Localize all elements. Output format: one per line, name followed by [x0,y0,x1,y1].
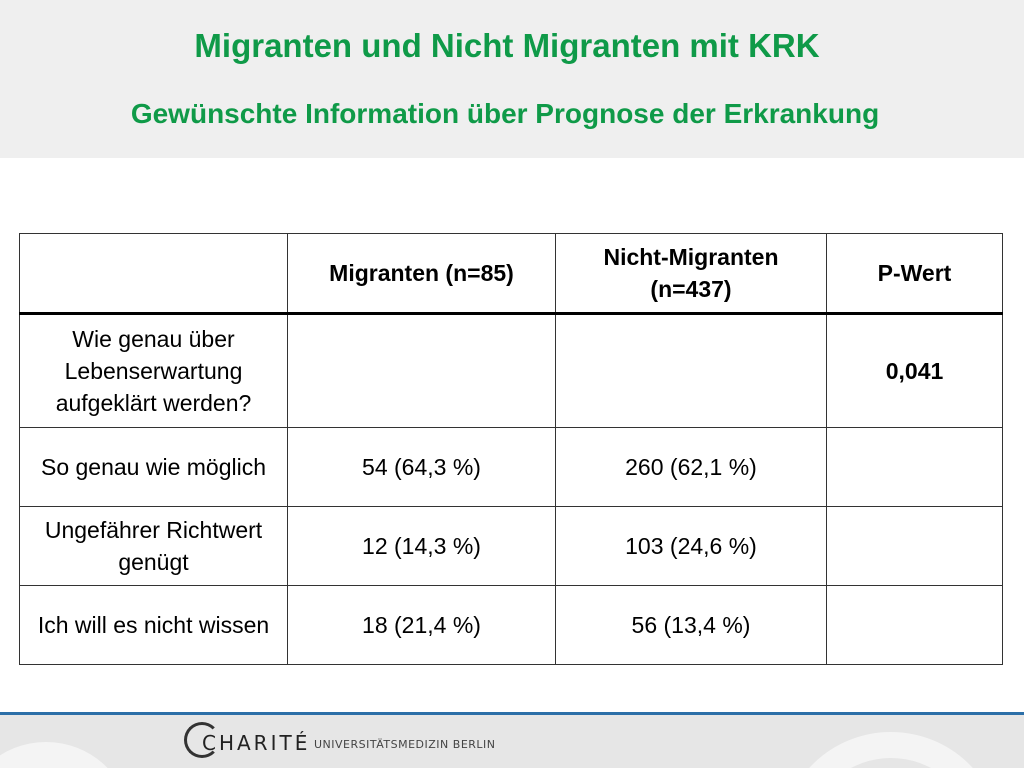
footer-band [0,712,1024,768]
header-band [0,0,1024,158]
page-title: Migranten und Nicht Migranten mit KRK [194,27,820,64]
logo-name: CHARITÉ [202,731,311,755]
footer-accent-line [0,712,1024,715]
table-row [20,586,1003,665]
header-nicht-migranten: Nicht-Migranten (n=437) [556,234,827,314]
header-p-wert: P-Wert [827,234,1003,314]
cell-nicht-migranten [556,314,827,428]
cell-nicht-migranten: 260 (62,1 %) [556,428,827,507]
cell-p-wert: 0,041 [827,314,1003,428]
cell-nicht-migranten: 103 (24,6 %) [556,507,827,586]
decorative-circle [0,742,132,768]
table-header-row [20,234,1003,314]
logo-subtitle: UNIVERSITÄTSMEDIZIN BERLIN [314,738,496,751]
cell-nicht-migranten: 56 (13,4 %) [556,586,827,665]
cell-migranten: 18 (21,4 %) [288,586,556,665]
cell-migranten: 12 (14,3 %) [288,507,556,586]
cell-migranten: 54 (64,3 %) [288,428,556,507]
results-table [19,233,1003,665]
cell-p-wert [827,586,1003,665]
table-row [20,428,1003,507]
cell-migranten [288,314,556,428]
row-label: Ungefährer Richtwert genügt [20,507,288,586]
cell-p-wert [827,428,1003,507]
header-migranten: Migranten (n=85) [288,234,556,314]
page-subtitle: Gewünschte Information über Prognose der Erkrankung [130,98,880,129]
row-label: Wie genau über Lebenserwartung aufgeklärt werden? [20,314,288,428]
decorative-circle [780,732,1002,768]
header-empty-cell [20,234,288,314]
row-label: So genau wie möglich [20,428,288,507]
table-row [20,314,1003,428]
table-row [20,507,1003,586]
cell-p-wert [827,507,1003,586]
row-label: Ich will es nicht wissen [20,586,288,665]
